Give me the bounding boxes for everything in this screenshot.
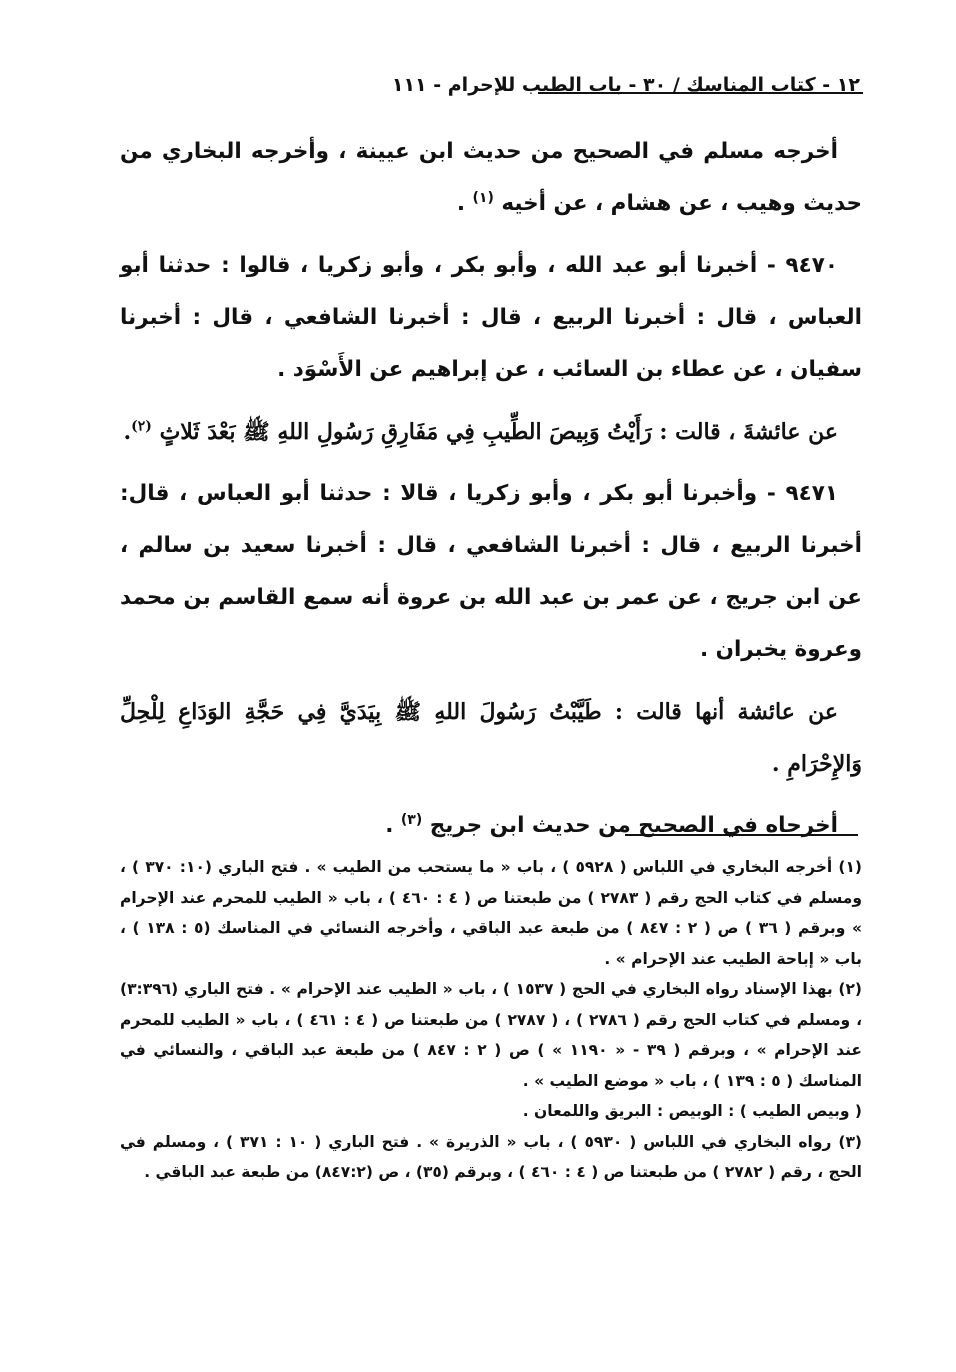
footnote-marker: (٢): [131, 418, 152, 435]
running-header: ١٢ - كتاب المناسك / ٣٠ - باب الطيب للإحرام - ١١١: [391, 74, 860, 96]
footnote-marker: (٣): [400, 811, 423, 828]
paragraph-text: أخرجاه في الصحيح من حديث ابن جريج: [429, 813, 838, 838]
footnote-2: (٢) بهذا الإسناد رواه البخاري في الحج ( ١٥٣٧ ) ، باب « الطيب عند الإحرام » . فتح الباري (٣:٣٩٦) ، ومسلم في كتاب الحج رقم ( ٢٧٨٦ ) ، ( ٢٧٨٧ ) من طبعتنا ص ( ٤ : ٤٦١ ) ، باب « الطيب للمحرم عند الإحرام » ، وبرقم ( ٣٩ - « ١١٩٠ » ) ص ( ٢ : ٨٤٧ ) من طبعة عبد الباقي ، والنسائي في المناسك ( ٥ : ١٣٩ ) ، باب « موضع الطيب » .: [120, 980, 862, 1090]
paragraph-text: ٩٤٧١ - وأخبرنا أبو بكر ، وأبو زكريا ، قالا : حدثنا أبو العباس ، قال: أخبرنا الربيع ، قال : أخبرنا الشافعي ، قال : أخبرنا سعيد بن سالم ، عن ابن جريج ، عن عمر بن عبد الله بن عروة أنه سمع القاسم بن محمد وعروة يخبران .: [120, 481, 862, 662]
footnote-marker: (١): [472, 189, 494, 206]
hadith-isnad-9470: [120, 240, 862, 396]
paragraph-text: ٩٤٧٠ - أخبرنا أبو عبد الله ، وأبو بكر ، وأبو زكريا ، قالوا : حدثنا أبو العباس ، قال : أخبرنا الربيع ، قال : أخبرنا الشافعي ، قال : أخبرنا سفيان ، عن عطاء بن السائب ، عن إبراهيم عن الأَسْوَد .: [120, 253, 862, 382]
footnotes: [120, 852, 862, 1188]
paragraph-text: أخرجه مسلم في الصحيح من حديث ابن عيينة ، وأخرجه البخاري من حديث وهيب ، عن هشام ، عن أخيه: [120, 139, 862, 216]
paragraph-tail: .: [456, 191, 473, 216]
paragraph-1: [120, 126, 862, 230]
footnote-rule: [625, 834, 858, 836]
hadith-matn-9470: [120, 406, 862, 458]
paragraph-takhrij: [120, 800, 862, 852]
hadith-matn-9471: [120, 686, 862, 790]
paragraph-tail: .: [385, 813, 401, 838]
header-rule: [538, 92, 863, 94]
paragraph-tail: .: [123, 419, 132, 445]
hadith-isnad-9471: [120, 468, 862, 676]
main-text: [120, 126, 862, 862]
footnote-3: (٣) رواه البخاري في اللباس ( ٥٩٣٠ ) ، باب « الذريرة » . فتح الباري ( ١٠ : ٣٧١ ) ، ومسلم في الحج ، رقم ( ٢٧٨٢ ) من طبعتنا ص ( ٤ : ٤٦٠ ) ، وبرقم (٣٥) ، ص (٨٤٧:٢) من طبعة عبد الباقي .: [120, 1132, 862, 1181]
paragraph-text: عن عائشة أنها قالت : طَيَّبْتُ رَسُولَ اللهِ ﷺ بِيَدَيَّ فِي حَجَّةِ الوَدَاعِ لِلْحِلِّ وَالإِحْرَامِ .: [120, 699, 862, 777]
paragraph-text: عن عائشةَ ، قالت : رَأَيْتُ وَبِيصَ الطِّيبِ فِي مَفَارِقِ رَسُولِ اللهِ ﷺ بَعْدَ ثَلاثٍ: [159, 419, 838, 445]
footnote-gloss: ( وبيص الطيب ) : الوبيص : البريق واللمعان .: [522, 1102, 862, 1120]
footnote-1: (١) أخرجه البخاري في اللباس ( ٥٩٢٨ ) ، باب « ما يستحب من الطيب » . فتح الباري (١٠: ٣٧٠ ) ، ومسلم في كتاب الحج رقم ( ٢٧٨٣ ) من طبعتنا ص ( ٤ : ٤٦٠ ) ، باب « الطيب للمحرم عند الإحرام » وبرقم ( ٣٦ ) ص ( ٢ : ٨٤٧ ) من طبعة عبد الباقي ، وأخرجه النسائي في المناسك (٥ : ١٣٨ ) ، باب « إباحة الطيب عند الإحرام » .: [120, 858, 863, 968]
